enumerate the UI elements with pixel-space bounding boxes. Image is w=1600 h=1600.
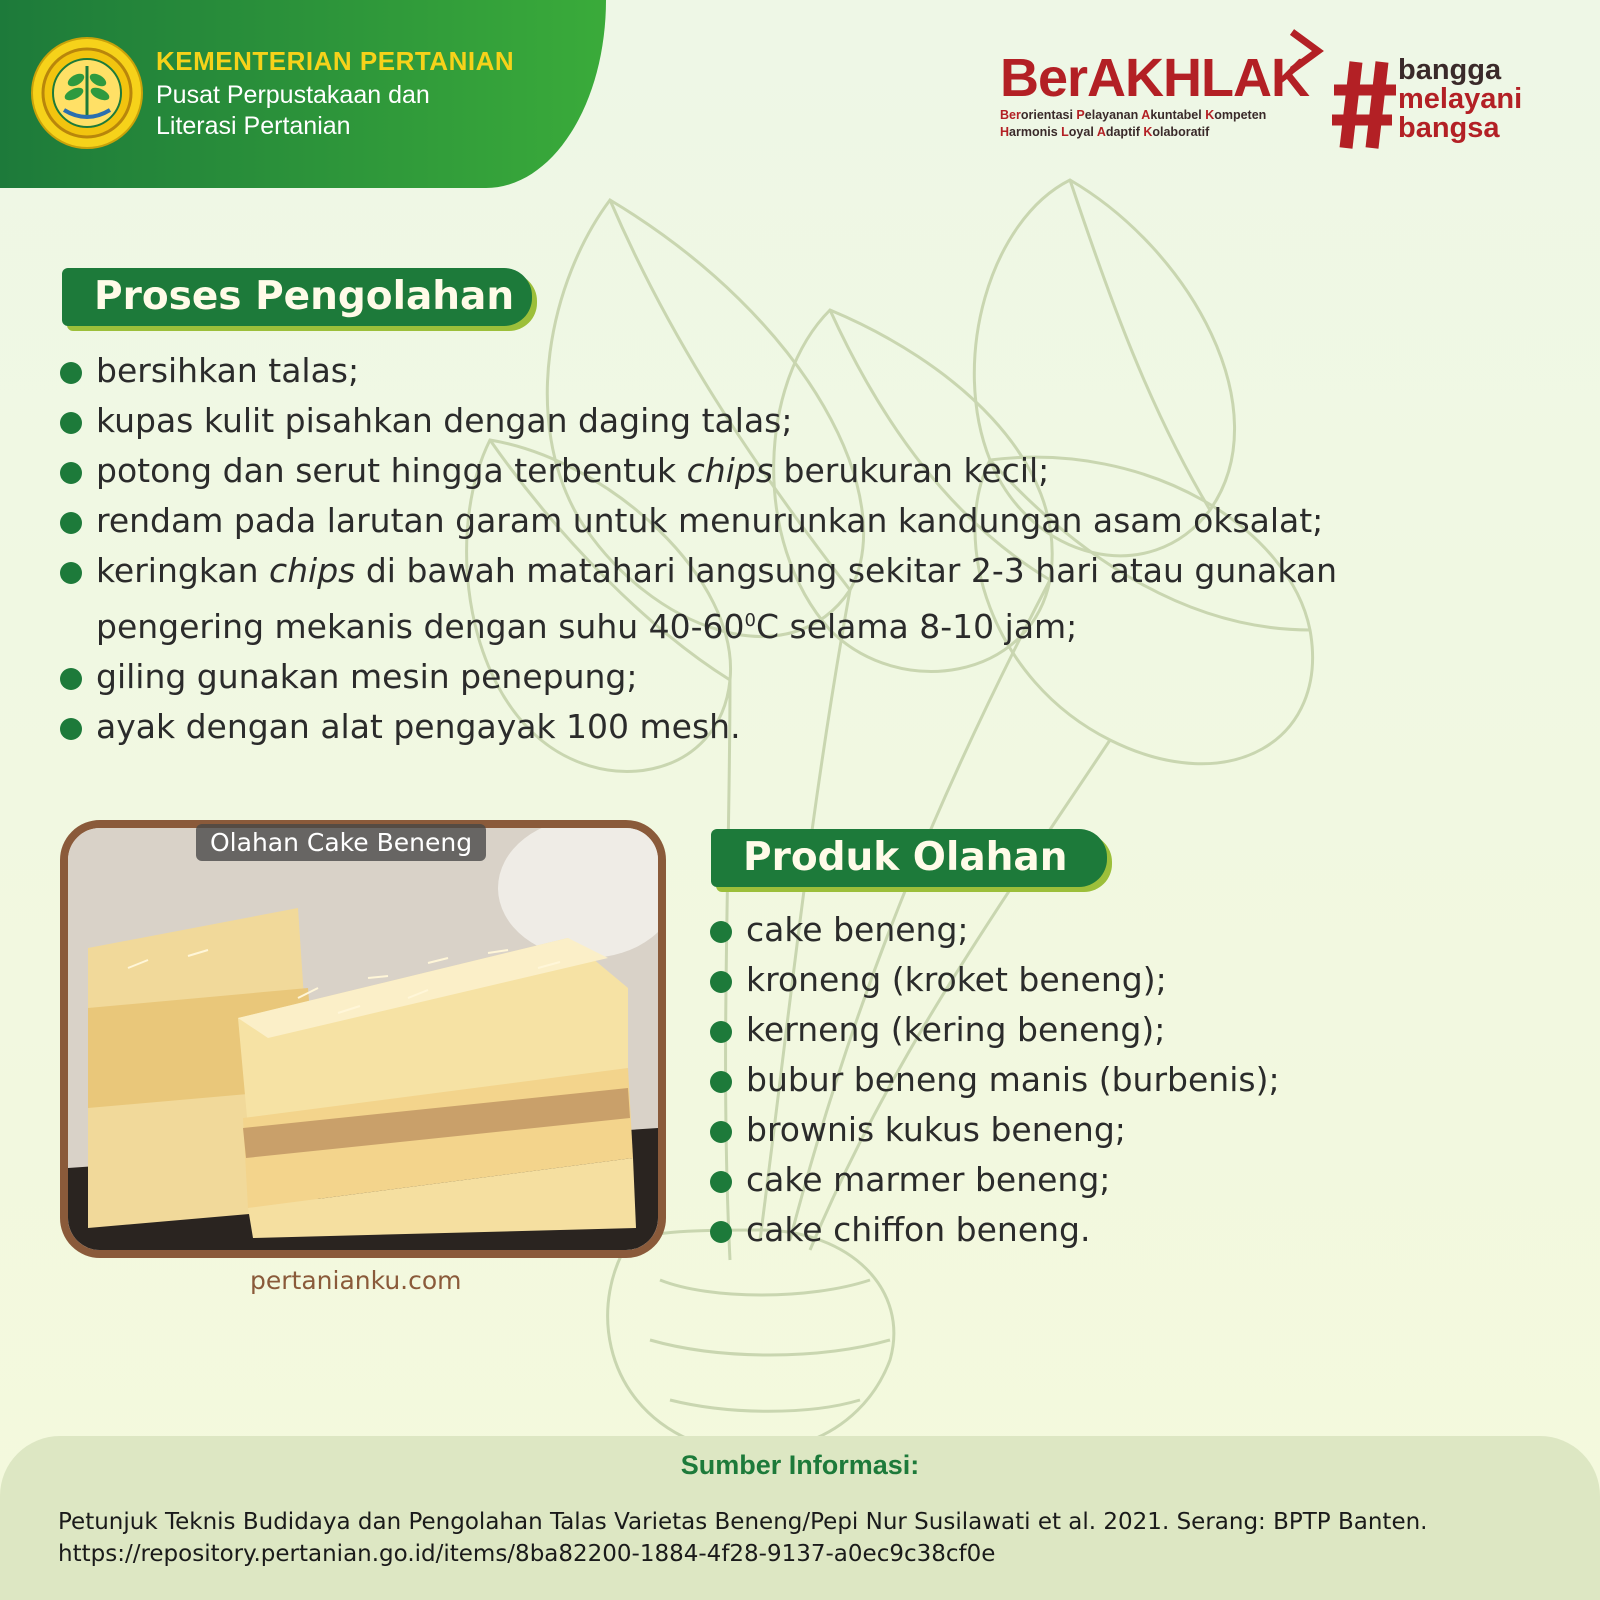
- list-item: cake beneng;: [710, 905, 1350, 955]
- list-item: kerneng (kering beneng);: [710, 1005, 1350, 1055]
- list-item: kroneng (kroket beneng);: [710, 955, 1350, 1005]
- hashtag-word-1: bangga: [1398, 54, 1502, 86]
- list-item: kupas kulit pisahkan dengan daging talas;: [60, 396, 1390, 446]
- list-item: brownis kukus beneng;: [710, 1105, 1350, 1155]
- list-item: potong dan serut hingga terbentuk chips berukuran kecil;: [60, 446, 1390, 496]
- ministry-emblem-icon: [30, 36, 144, 150]
- chevron-right-icon: [1286, 28, 1326, 74]
- berakhlak-wordmark: BerAKHLAK: [1000, 48, 1310, 108]
- hashtag-word-3: bangsa: [1398, 112, 1500, 144]
- org-title: KEMENTERIAN PERTANIAN: [156, 46, 515, 76]
- org-subtitle: Pusat Perpustakaan dan Literasi Pertanian: [156, 81, 430, 140]
- process-heading: Proses Pengolahan: [62, 268, 532, 326]
- hashtag-words: [1398, 56, 1522, 143]
- photo-source: pertanianku.com: [250, 1266, 462, 1295]
- hashtag-word-2: melayani: [1398, 83, 1523, 115]
- list-item: cake marmer beneng;: [710, 1155, 1350, 1205]
- process-list: [60, 346, 1390, 752]
- list-item: ayak dengan alat pengayak 100 mesh.: [60, 702, 1390, 752]
- list-item: bersihkan talas;: [60, 346, 1390, 396]
- list-item: keringkan chips di bawah matahari langsung sekitar 2-3 hari atau gunakan pengering mekanis dengan suhu $40-60^0C$ selama 8-10 jam;: [60, 546, 1390, 652]
- product-list: [710, 905, 1350, 1255]
- header-band: [0, 0, 606, 188]
- berakhlak-tagline-1: Berorientasi Pelayanan Akuntabel Kompeten: [1000, 108, 1267, 122]
- cake-image: [68, 828, 658, 1250]
- citation-url[interactable]: https://repository.pertanian.go.id/items/8ba82200-1884-4f28-9137-a0ec9c38cf0e: [58, 1541, 996, 1567]
- list-item: giling gunakan mesin penepung;: [60, 652, 1390, 702]
- footer-citation: [58, 1506, 1558, 1570]
- hashtag-icon: [1332, 60, 1398, 150]
- footer-title: Sumber Informasi:: [680, 1450, 920, 1480]
- list-item: bubur beneng manis (burbenis);: [710, 1055, 1350, 1105]
- list-item: rendam pada larutan garam untuk menurunkan kandungan asam oksalat;: [60, 496, 1390, 546]
- citation-text: Petunjuk Teknis Budidaya dan Pengolahan Talas Varietas Beneng/Pepi Nur Susilawati et al. 2021. Serang: BPTP Banten.: [58, 1509, 1428, 1535]
- product-heading: Produk Olahan: [711, 829, 1107, 887]
- list-item: cake chiffon beneng.: [710, 1205, 1350, 1255]
- berakhlak-logo: [1000, 50, 1309, 140]
- photo-caption: Olahan Cake Beneng: [196, 824, 486, 861]
- source-footer: [0, 1436, 1600, 1600]
- cake-photo: [60, 820, 666, 1258]
- berakhlak-tagline-2: Harmonis Loyal Adaptif Kolaboratif: [1000, 125, 1210, 139]
